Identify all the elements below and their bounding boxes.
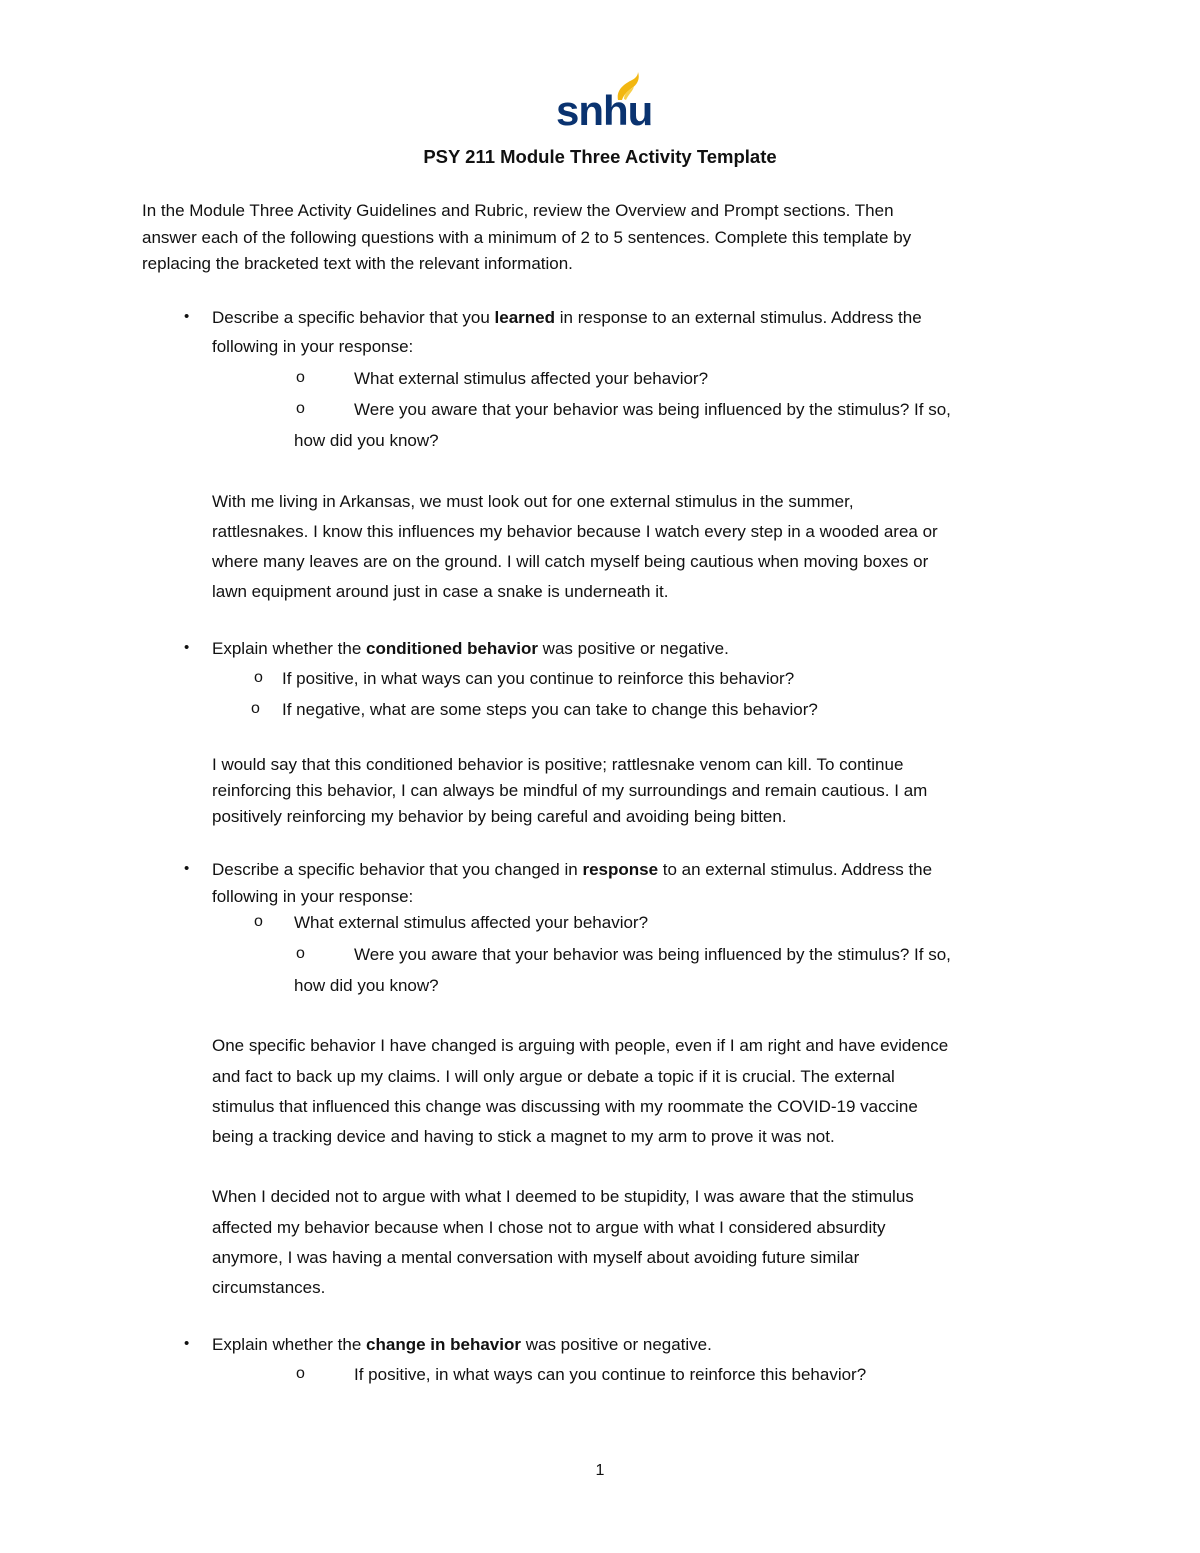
sub-marker: o xyxy=(254,913,263,930)
answer-1-line: rattlesnakes. I know this influences my behavior because I watch every step in a wooded area or xyxy=(212,522,938,541)
intro-line-1: In the Module Three Activity Guidelines and Rubric, review the Overview and Prompt sections. Then xyxy=(142,201,894,220)
answer-3b-line: anymore, I was having a mental conversation with myself about avoiding future similar xyxy=(212,1248,860,1267)
intro-line-2: answer each of the following questions with a minimum of 2 to 5 sentences. Complete this template by xyxy=(142,228,912,247)
question-1-line-1 xyxy=(212,308,922,328)
bullet-marker: • xyxy=(184,639,190,656)
answer-2-line: positively reinforcing my behavior by being careful and avoiding being bitten. xyxy=(212,807,787,826)
question-4-post: was positive or negative. xyxy=(520,1335,712,1354)
question-1-sub-2: Were you aware that your behavior was being influenced by the stimulus? If so, xyxy=(354,400,951,419)
page-number: 1 xyxy=(595,1462,605,1479)
answer-2-line: reinforcing this behavior, I can always be mindful of my surroundings and remain cautious. I am xyxy=(212,781,928,800)
bullet-marker: • xyxy=(184,308,190,325)
question-4-line-1 xyxy=(212,1335,712,1355)
question-1-sub-1: What external stimulus affected your behavior? xyxy=(354,369,709,388)
sub-marker: o xyxy=(296,369,305,386)
question-3-post: to an external stimulus. Address the xyxy=(658,860,933,879)
question-3-line-2: following in your response: xyxy=(212,887,414,906)
answer-3-line: being a tracking device and having to stick a magnet to my arm to prove it was not. xyxy=(212,1127,835,1146)
answer-3b-line: circumstances. xyxy=(212,1278,326,1297)
sub-marker: o xyxy=(254,669,263,686)
question-1-post: in response to an external stimulus. Address the xyxy=(555,308,922,327)
question-2-line-1 xyxy=(212,639,729,659)
question-4-pre: Explain whether the xyxy=(212,1335,367,1354)
bullet-marker: • xyxy=(184,860,190,877)
question-1-pre: Describe a specific behavior that you xyxy=(212,308,495,327)
question-2-sub-2: If negative, what are some steps you can take to change this behavior? xyxy=(282,700,818,719)
answer-3b-line: affected my behavior because when I chose not to argue with what I considered absurdity xyxy=(212,1218,886,1237)
question-3-pre: Describe a specific behavior that you changed in xyxy=(212,860,583,879)
page-title: PSY 211 Module Three Activity Template xyxy=(423,146,777,167)
answer-1-line: With me living in Arkansas, we must look out for one external stimulus in the summer, xyxy=(212,492,854,511)
question-1-line-2: following in your response: xyxy=(212,337,414,356)
question-3-sub-1: What external stimulus affected your behavior? xyxy=(294,913,649,932)
answer-2-line: I would say that this conditioned behavior is positive; rattlesnake venom can kill. To continue xyxy=(212,755,904,774)
sub-marker: o xyxy=(296,1365,305,1382)
question-1-bold: learned xyxy=(494,308,556,327)
question-2-pre: Explain whether the xyxy=(212,639,367,658)
question-3-bold: response xyxy=(582,860,659,879)
sub-marker: o xyxy=(251,700,260,717)
logo-wordmark: snhu xyxy=(556,87,653,134)
question-4-bold: change in behavior xyxy=(366,1335,521,1354)
answer-3-line: and fact to back up my claims. I will only argue or debate a topic if it is crucial. The external xyxy=(212,1067,895,1086)
question-1-sub-2-cont: how did you know? xyxy=(294,431,439,450)
question-2-post: was positive or negative. xyxy=(537,639,729,658)
answer-3-line: One specific behavior I have changed is arguing with people, even if I am right and have evidence xyxy=(212,1036,949,1055)
intro-line-3: replacing the bracketed text with the relevant information. xyxy=(142,254,573,273)
question-3-sub-2: Were you aware that your behavior was being influenced by the stimulus? If so, xyxy=(354,945,951,964)
answer-1-line: where many leaves are on the ground. I will catch myself being cautious when moving boxes or xyxy=(212,552,929,571)
sub-marker: o xyxy=(296,400,305,417)
question-2-bold: conditioned behavior xyxy=(366,639,538,658)
snhu-logo xyxy=(556,74,653,134)
answer-3b-line: When I decided not to argue with what I deemed to be stupidity, I was aware that the stimulus xyxy=(212,1187,914,1206)
question-4-sub-1: If positive, in what ways can you continue to reinforce this behavior? xyxy=(354,1365,867,1384)
bullet-marker: • xyxy=(184,1335,190,1352)
answer-1-line: lawn equipment around just in case a snake is underneath it. xyxy=(212,582,669,601)
question-3-sub-2-cont: how did you know? xyxy=(294,976,439,995)
question-3-line-1 xyxy=(212,860,932,880)
question-2-sub-1: If positive, in what ways can you continue to reinforce this behavior? xyxy=(282,669,795,688)
answer-3-line: stimulus that influenced this change was discussing with my roommate the COVID-19 vaccine xyxy=(212,1097,918,1116)
sub-marker: o xyxy=(296,945,305,962)
